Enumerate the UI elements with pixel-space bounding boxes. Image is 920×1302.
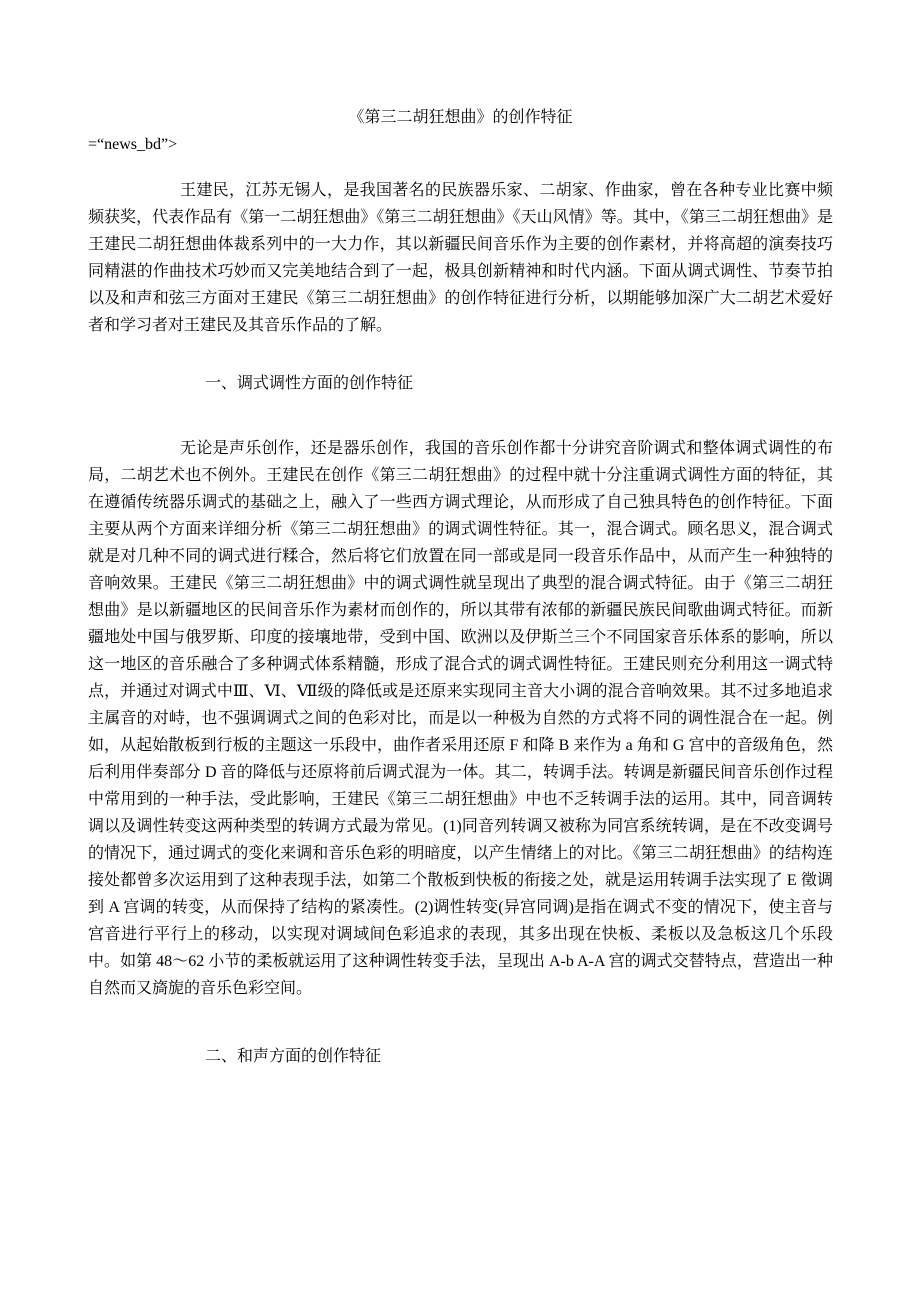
section-1-paragraph: 无论是声乐创作，还是器乐创作，我国的音乐创作都十分讲究音阶调式和整体调式调性的布局，二胡艺术也不例外。王建民在创作《第三二胡狂想曲》的过程中就十分注重调式调性方面的特征，其在遵循传统器乐调式的基础之上，融入了一些西方调式理论，从而形成了自己独具特色的创作特征。下面主要从两个方面来详细分析《第三二胡狂想曲》的调式调性特征。其一，混合调式。顾名思义，混合调式就是对几种不同的调式进行糅合，然后将它们放置在同一部或是同一段音乐作品中，从而产生一种独特的音响效果。王建民《第三二胡狂想曲》中的调式调性就呈现出了典型的混合调式特征。由于《第三二胡狂想曲》是以新疆地区的民间音乐作为素材而创作的，所以其带有浓郁的新疆民族民间歌曲调式特征。而新疆地处中国与俄罗斯、印度的接壤地带，受到中国、欧洲以及伊斯兰三个不同国家音乐体系的影响，所以这一地区的音乐融合了多种调式体系精髓，形成了混合式的调式调性特征。王建民则充分利用这一调式特点，并通过对调式中Ⅲ、Ⅵ、Ⅶ级的降低或是还原来实现同主音大小调的混合音响效果。其不过多地追求主属音的对峙，也不强调调式之间的色彩对比，而是以一种极为自然的方式将不同的调性混合在一起。例如，从起始散板到行板的主题这一乐段中，曲作者采用还原 F 和降 B 来作为 a 角和 G 宫中的音级角色，然后利用伴奏部分 D 音的降低与还原将前后调式混为一体。其二，转调手法。转调是新疆民间音乐创作过程中常用到的一种手法，受此影响，王建民《第三二胡狂想曲》中也不乏转调手法的运用。其中，同音调转调以及调性转变这两种类型的转调方式最为常见。(1)同音列转调又被称为同宫系统转调，是在不改变调号的情况下，通过调式的变化来调和音乐色彩的明暗度，以产生情绪上的对比。《第三二胡狂想曲》的结构连接处都曾多次运用到了这种表现手法，如第二个散板到快板的衔接之处，就是运用转调手法实现了 E 徵调到 A 宫调的转变，从而保持了结构的紧凑性。(2)调性转变(异宫同调)是指在调式不变的情况下，使主音与宫音进行平行上的移动，以实现对调域间色彩追求的表现，其多出现在快板、柔板以及急板这几个乐段中。如第 48～62 小节的柔板就运用了这种调性转变手法，呈现出 A-b A-A 宫的调式交替特点，营造出一种自然而又旖旎的音乐色彩空间。 bbox=[88, 440, 833, 997]
section-2-heading: 二、和声方面的创作特征 bbox=[205, 1048, 382, 1065]
intro-paragraph: 王建民，江苏无锡人，是我国著名的民族器乐家、二胡家、作曲家，曾在各种专业比赛中频频获奖，代表作品有《第一二胡狂想曲》《第三二胡狂想曲》《天山风情》等。其中，《第三二胡狂想曲》是王建民二胡狂想曲体裁系列中的一大力作，其以新疆民间音乐作为主要的创作素材，并将高超的演奏技巧同精湛的作曲技术巧妙而又完美地结合到了一起，极具创新精神和时代内涵。下面从调式调性、节奏节拍以及和声和弦三方面对王建民《第三二胡狂想曲》的创作特征进行分析，以期能够加深广大二胡艺术爱好者和学习者对王建民及其音乐作品的了解。 bbox=[88, 182, 833, 334]
meta-line-text: =“news_bd”> bbox=[88, 136, 178, 153]
document-title: 《第三二胡狂想曲》的创作特征 bbox=[348, 109, 573, 126]
section-1-heading: 一、调式调性方面的创作特征 bbox=[205, 375, 414, 392]
